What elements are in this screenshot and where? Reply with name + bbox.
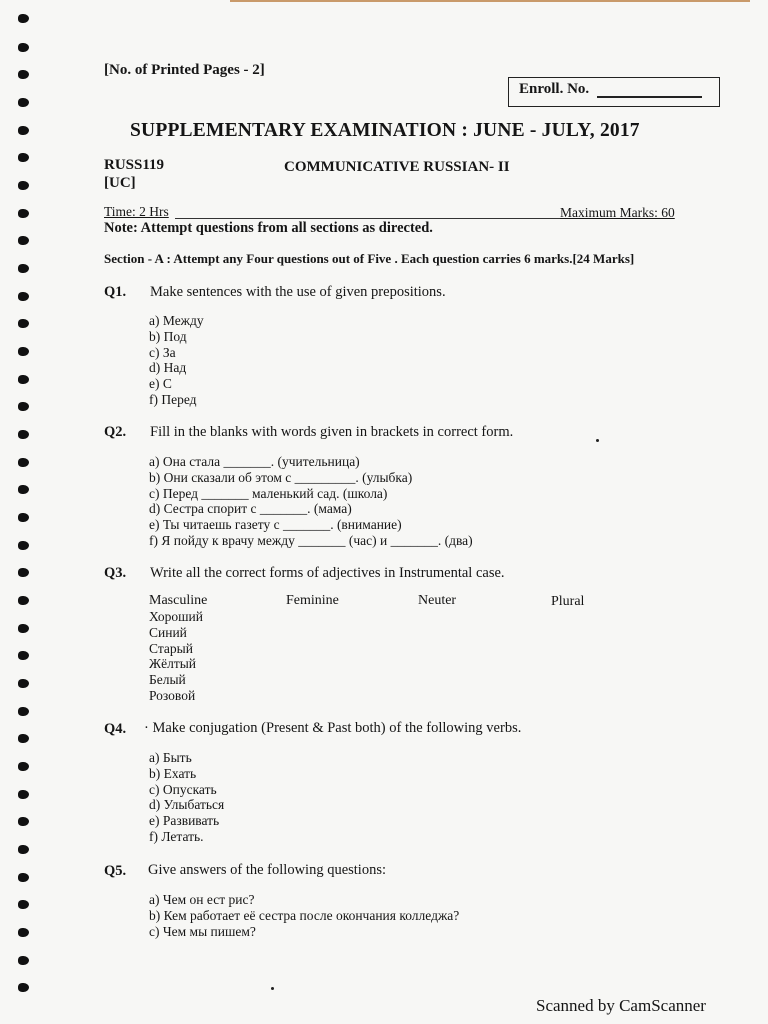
option: c) Чем мы пишем? — [149, 923, 256, 939]
adjective: Синий — [149, 624, 187, 640]
q3-number: Q3. — [104, 565, 127, 581]
note: Note: Attempt questions from all sections as directed. — [104, 220, 433, 236]
course-tag: [UC] — [104, 175, 136, 191]
option: a) Чем он ест рис? — [149, 892, 255, 907]
q5-text: Give answers of the following questions: — [148, 862, 387, 878]
speck — [271, 987, 274, 990]
q2-options — [149, 454, 473, 549]
option: b) Они сказали об этом с _________. (улыбка) — [149, 469, 413, 485]
option: f) Летать. — [149, 828, 204, 844]
option: a) Она стала _______. (учительница) — [149, 454, 360, 469]
option: b) Кем работает её сестра после окончания колледжа? — [149, 907, 460, 923]
adjective: Белый — [149, 672, 186, 688]
option: d) Улыбаться — [149, 797, 225, 813]
q1-number: Q1. — [104, 284, 127, 300]
option: e) Ты читаешь газету с _______. (внимание) — [149, 517, 402, 533]
option: f) Я пойду к врачу между _______ (час) и _______. (два) — [149, 532, 473, 548]
time-underline — [175, 218, 560, 219]
printed-pages: [No. of Printed Pages - 2] — [104, 62, 265, 78]
option: a) Между — [149, 313, 204, 328]
section-heading: Section - A : Attempt any Four questions out of Five . Each question carries 6 marks.[24 Marks] — [104, 251, 635, 266]
column-feminine: Feminine — [286, 593, 339, 608]
q1-text: Make sentences with the use of given prepositions. — [150, 284, 446, 300]
option: c) Опускать — [149, 781, 217, 797]
subject-title: COMMUNICATIVE RUSSIAN- II — [284, 159, 510, 175]
q5-options — [149, 892, 459, 939]
max-marks: Maximum Marks: 60 — [560, 205, 675, 220]
course-code: RUSS119 — [104, 157, 165, 173]
exam-title: SUPPLEMENTARY EXAMINATION : JUNE - JULY, 2017 — [130, 120, 640, 141]
adjective: Старый — [149, 640, 193, 656]
q3-text: Write all the correct forms of adjectives in Instrumental case. — [150, 565, 505, 581]
speck — [596, 439, 599, 442]
enroll-blank — [597, 96, 702, 98]
column-masculine: Masculine — [149, 593, 208, 608]
q4-text: · Make conjugation (Present & Past both) of the following verbs. — [144, 720, 522, 736]
adjective: Хороший — [149, 609, 203, 624]
adjective: Розовой — [149, 687, 196, 703]
binding-holes — [18, 10, 38, 1010]
option: b) Под — [149, 328, 187, 344]
page-edge-line — [230, 0, 750, 2]
column-plural: Plural — [551, 594, 585, 609]
time-label: Time: 2 Hrs — [104, 204, 169, 219]
q2-text: Fill in the blanks with words given in brackets in correct form. — [150, 424, 514, 440]
q2-number: Q2. — [104, 424, 127, 440]
q5-number: Q5. — [104, 863, 127, 879]
enroll-label: Enroll. No. — [519, 81, 590, 97]
option: f) Перед — [149, 391, 197, 407]
option: c) За — [149, 344, 176, 360]
option: d) Над — [149, 360, 187, 376]
course-code-block — [104, 156, 164, 192]
q3-words — [149, 609, 203, 704]
adjective: Жёлтый — [149, 656, 197, 672]
option: b) Ехать — [149, 765, 197, 781]
scanner-watermark: Scanned by CamScanner — [536, 996, 706, 1015]
option: c) Перед _______ маленький сад. (школа) — [149, 485, 388, 501]
q4-number: Q4. — [104, 721, 127, 737]
option: d) Сестра спорит с _______. (мама) — [149, 501, 352, 517]
option: e) С — [149, 376, 172, 392]
q4-options — [149, 750, 224, 845]
option: e) Развивать — [149, 813, 220, 829]
column-neuter: Neuter — [418, 593, 457, 608]
option: a) Быть — [149, 750, 192, 765]
enroll-box — [508, 77, 720, 107]
q1-options — [149, 313, 204, 408]
